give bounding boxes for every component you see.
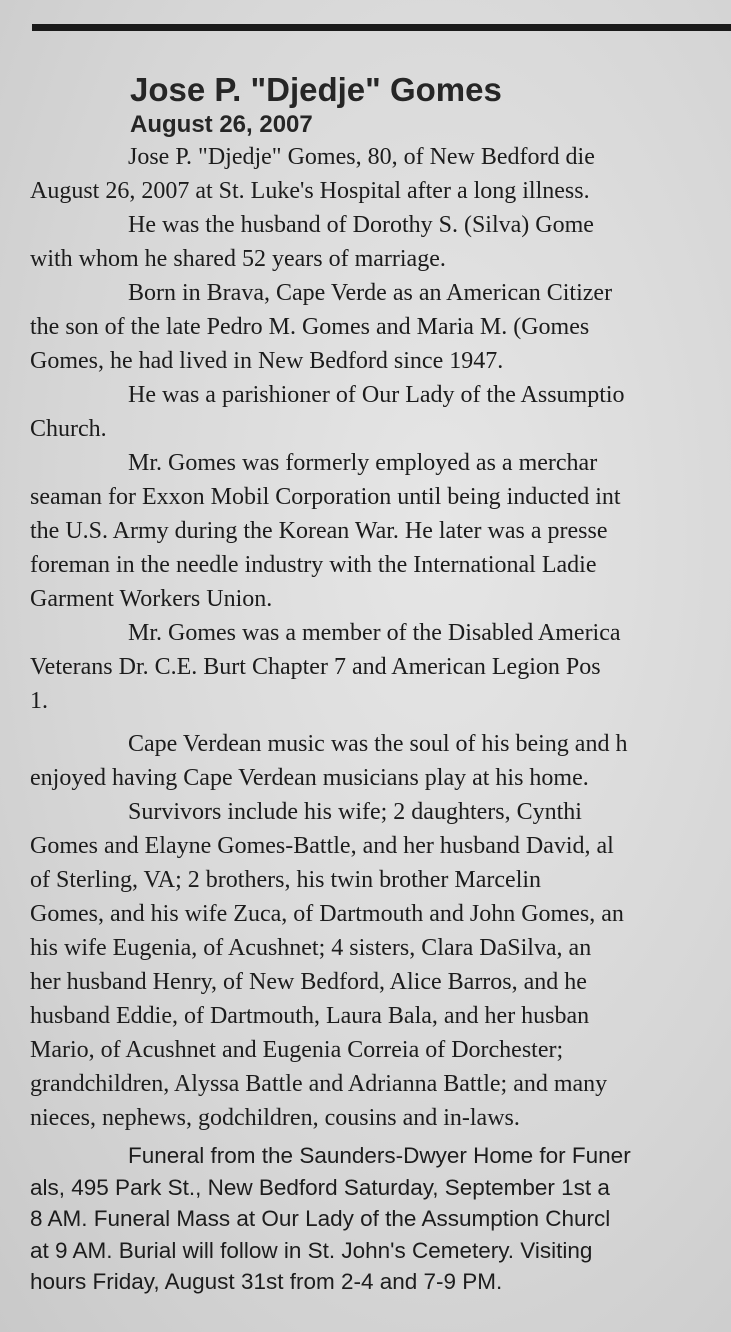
text-line: enjoyed having Cape Verdean musicians play at his home. xyxy=(30,765,589,791)
text-line: grandchildren, Alyssa Battle and Adrianna Battle; and many xyxy=(30,1071,608,1097)
text-line: Born in Brava, Cape Verde as an American Citizer xyxy=(128,280,613,306)
text-line: He was a parishioner of Our Lady of the Assumptio xyxy=(128,382,625,408)
text-line: Cape Verdean music was the soul of his being and h xyxy=(128,731,628,757)
body-serif xyxy=(30,140,731,1135)
text-line: of Sterling, VA; 2 brothers, his twin brother Marcelin xyxy=(30,867,542,893)
text-line: August 26, 2007 at St. Luke's Hospital after a long illness. xyxy=(30,178,590,204)
text-line: the U.S. Army during the Korean War. He later was a presse xyxy=(30,518,608,544)
text-line: 8 AM. Funeral Mass at Our Lady of the Assumption Churcl xyxy=(30,1206,611,1231)
text-line: Funeral from the Saunders-Dwyer Home for Funer xyxy=(128,1143,631,1168)
text-line: his wife Eugenia, of Acushnet; 4 sisters, Clara DaSilva, an xyxy=(30,935,592,961)
text-line: Gomes, he had lived in New Bedford since 1947. xyxy=(30,348,504,374)
text-line: foreman in the needle industry with the International Ladie xyxy=(30,552,597,578)
text-line: at 9 AM. Burial will follow in St. John's Cemetery. Visiting xyxy=(30,1237,593,1263)
text-line: He was the husband of Dorothy S. (Silva) Gome xyxy=(128,212,594,238)
text-line: Jose P. "Djedje" Gomes, 80, of New Bedford die xyxy=(128,144,595,170)
text-line: 1. xyxy=(30,688,48,714)
text-line: Church. xyxy=(30,416,107,442)
text-line: her husband Henry, of New Bedford, Alice Barros, and he xyxy=(30,969,587,995)
text-line: Mr. Gomes was a member of the Disabled America xyxy=(128,620,621,646)
paragraph-gap xyxy=(30,718,731,727)
obituary-date: August 26, 2007 xyxy=(130,111,313,138)
column-rule xyxy=(32,24,731,31)
text-line: Garment Workers Union. xyxy=(30,586,273,612)
text-line: seaman for Exxon Mobil Corporation until being inducted int xyxy=(30,484,621,510)
text-line: Gomes and Elayne Gomes-Battle, and her husband David, al xyxy=(30,833,614,859)
text-line: Veterans Dr. C.E. Burt Chapter 7 and American Legion Pos xyxy=(30,654,601,680)
obituary-title: Jose P. "Djedje" Gomes xyxy=(130,71,502,108)
text-line: als, 495 Park St., New Bedford Saturday, September 1st a xyxy=(30,1174,610,1200)
body-sans xyxy=(30,1140,731,1298)
text-line: husband Eddie, of Dartmouth, Laura Bala, and her husban xyxy=(30,1003,590,1029)
text-line: Mario, of Acushnet and Eugenia Correia of Dorchester; xyxy=(30,1037,564,1063)
obituary-column xyxy=(30,70,731,1298)
text-line: Mr. Gomes was formerly employed as a merchar xyxy=(128,450,598,476)
text-line: the son of the late Pedro M. Gomes and Maria M. (Gomes xyxy=(30,314,590,340)
text-line: Gomes, and his wife Zuca, of Dartmouth and John Gomes, an xyxy=(30,901,624,927)
text-line: nieces, nephews, godchildren, cousins and in-laws. xyxy=(30,1105,520,1131)
text-line: hours Friday, August 31st from 2-4 and 7-9 PM. xyxy=(30,1269,503,1294)
text-line: Survivors include his wife; 2 daughters, Cynthi xyxy=(128,799,582,825)
text-line: with whom he shared 52 years of marriage. xyxy=(30,246,446,272)
